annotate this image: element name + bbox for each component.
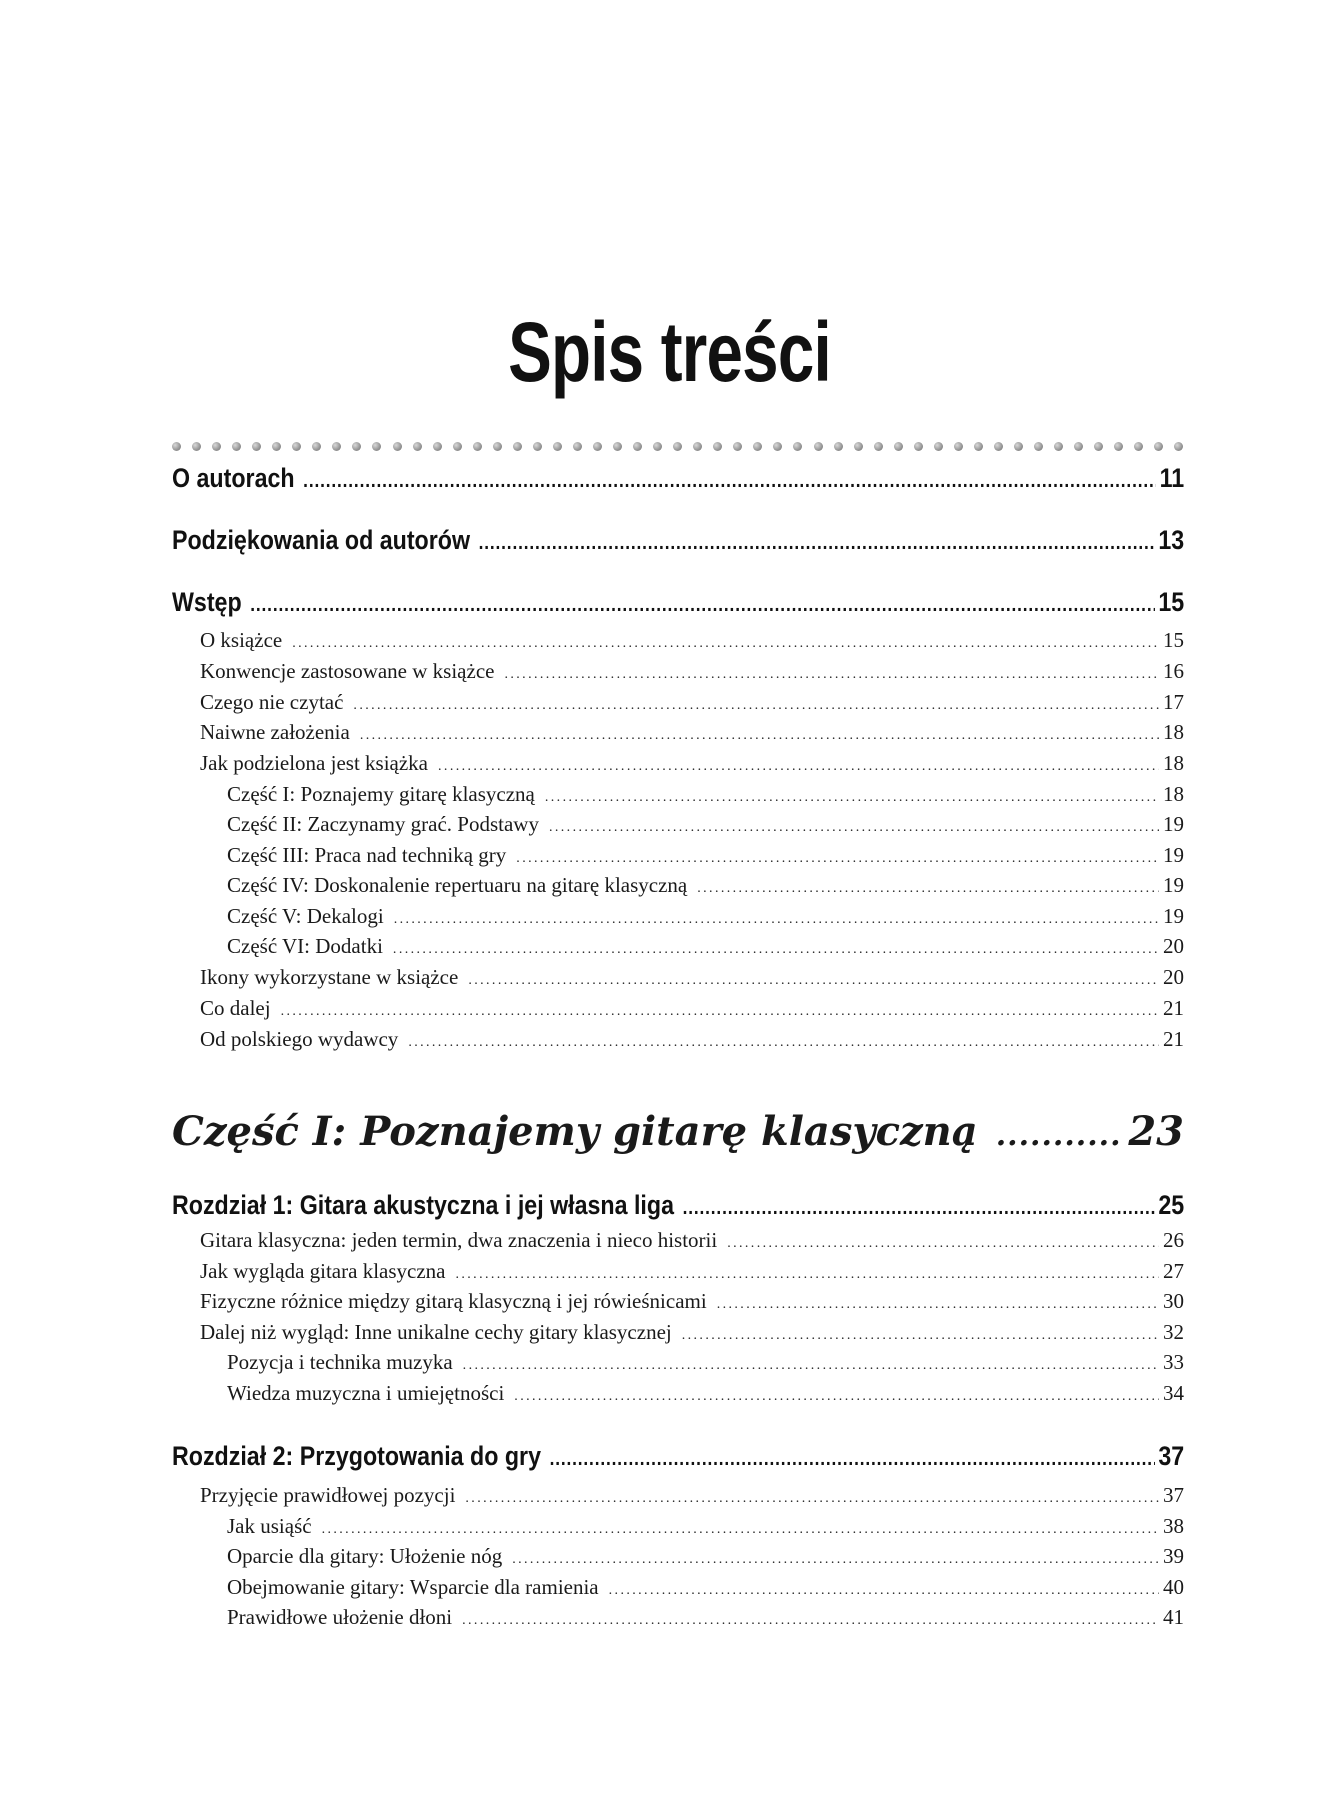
toc-page-number: 18 bbox=[1163, 782, 1184, 806]
divider-dot bbox=[252, 442, 261, 451]
toc-page-number: 41 bbox=[1163, 1605, 1184, 1629]
toc-page-number: 15 bbox=[1163, 628, 1184, 652]
dot-leader bbox=[465, 1491, 1159, 1507]
toc-page-number: 40 bbox=[1163, 1575, 1184, 1599]
toc-part-heading bbox=[172, 1108, 1184, 1155]
dot-leader bbox=[512, 1552, 1159, 1568]
toc-subsection-entry bbox=[227, 1381, 1184, 1406]
divider-dot bbox=[613, 442, 622, 451]
toc-entry-title: Rozdział 1: Gitara akustyczna i jej własna liga bbox=[172, 1190, 674, 1220]
toc-entry-title: Czego nie czytać bbox=[200, 690, 344, 714]
dot-leader bbox=[462, 1613, 1159, 1629]
divider-dot bbox=[1174, 442, 1183, 451]
toc-entry-title: Część VI: Dodatki bbox=[227, 934, 383, 958]
divider-dot bbox=[272, 442, 281, 451]
toc-section-entry bbox=[200, 720, 1184, 745]
toc-page-number: 18 bbox=[1163, 751, 1184, 775]
toc-chapter-entry bbox=[172, 525, 1184, 556]
dot-leader bbox=[996, 1118, 1121, 1153]
divider-dot bbox=[192, 442, 201, 451]
toc-subsection-entry bbox=[227, 1514, 1184, 1539]
divider-dot bbox=[954, 442, 963, 451]
toc-entry-title: Część V: Dekalogi bbox=[227, 904, 384, 928]
toc-subsection-entry bbox=[227, 1605, 1184, 1630]
divider-dot bbox=[332, 442, 341, 451]
toc-subsection-entry bbox=[227, 873, 1184, 898]
toc-entry-title: Jak usiąść bbox=[227, 1514, 312, 1538]
toc-page-number: 16 bbox=[1163, 659, 1184, 683]
divider-dot bbox=[312, 442, 321, 451]
toc-page-number: 39 bbox=[1163, 1544, 1184, 1568]
toc-chapter-entry bbox=[172, 1441, 1184, 1472]
dot-leader bbox=[360, 728, 1159, 744]
divider-dot bbox=[793, 442, 802, 451]
toc-entry-title: Pozycja i technika muzyka bbox=[227, 1350, 453, 1374]
toc-subsection-entry bbox=[227, 1350, 1184, 1375]
divider-dot bbox=[733, 442, 742, 451]
toc-section-entry bbox=[200, 690, 1184, 715]
toc-page-number: 37 bbox=[1158, 1441, 1185, 1471]
dot-leader bbox=[281, 1004, 1159, 1020]
dot-leader bbox=[550, 1448, 1155, 1471]
toc-subsection-entry bbox=[227, 843, 1184, 868]
divider-dot bbox=[393, 442, 402, 451]
toc-entry-title: O książce bbox=[200, 628, 283, 652]
toc-entry-title: Przyjęcie prawidłowej pozycji bbox=[200, 1483, 456, 1507]
toc-page-number: 23 bbox=[1128, 1108, 1184, 1155]
toc-entry-title: Część I: Poznajemy gitarę klasyczną bbox=[172, 1108, 978, 1155]
divider-dot bbox=[593, 442, 602, 451]
divider-dot bbox=[433, 442, 442, 451]
toc-entry-title: Dalej niż wygląd: Inne unikalne cechy gitary klasycznej bbox=[200, 1320, 672, 1344]
toc-entry-title: O autorach bbox=[172, 463, 295, 493]
toc-page-number: 19 bbox=[1163, 904, 1184, 928]
dot-leader bbox=[683, 1197, 1155, 1220]
toc-entry-title: Konwencje zastosowane w książce bbox=[200, 659, 495, 683]
toc-entry-title: Część I: Poznajemy gitarę klasyczną bbox=[227, 782, 535, 806]
divider-dot bbox=[994, 442, 1003, 451]
toc-section-entry bbox=[200, 1320, 1184, 1345]
divider-dot bbox=[232, 442, 241, 451]
divider-dot bbox=[834, 442, 843, 451]
toc-page-number: 19 bbox=[1163, 873, 1184, 897]
divider-dot bbox=[1134, 442, 1143, 451]
dot-leader bbox=[504, 667, 1159, 683]
toc-entry-title: Oparcie dla gitary: Ułożenie nóg bbox=[227, 1544, 503, 1568]
toc-page-number: 19 bbox=[1163, 812, 1184, 836]
dot-leader bbox=[717, 1297, 1159, 1313]
toc-subsection-entry bbox=[227, 1544, 1184, 1569]
toc-page-number: 18 bbox=[1163, 720, 1184, 744]
toc-entry-title: Wstęp bbox=[172, 587, 242, 617]
divider-dot bbox=[453, 442, 462, 451]
dot-leader bbox=[408, 1035, 1159, 1051]
decorative-dot-divider bbox=[172, 440, 1184, 452]
toc-entry-title: Jak wygląda gitara klasyczna bbox=[200, 1259, 446, 1283]
dot-leader bbox=[697, 881, 1159, 897]
dot-leader bbox=[682, 1328, 1159, 1344]
dot-leader bbox=[292, 636, 1159, 652]
toc-entry-title: Obejmowanie gitary: Wsparcie dla ramienia bbox=[227, 1575, 599, 1599]
toc-subsection-entry bbox=[227, 1575, 1184, 1600]
divider-dot bbox=[894, 442, 903, 451]
divider-dot bbox=[633, 442, 642, 451]
toc-entry-title: Naiwne założenia bbox=[200, 720, 350, 744]
divider-dot bbox=[553, 442, 562, 451]
divider-dot bbox=[513, 442, 522, 451]
dot-leader bbox=[455, 1267, 1159, 1283]
toc-entry-title: Podziękowania od autorów bbox=[172, 525, 471, 555]
dot-leader bbox=[394, 912, 1159, 928]
toc-entry-title: Rozdział 2: Przygotowania do gry bbox=[172, 1441, 541, 1471]
divider-dot bbox=[292, 442, 301, 451]
dot-leader bbox=[479, 532, 1155, 555]
dot-leader bbox=[549, 820, 1159, 836]
toc-page-number: 15 bbox=[1158, 587, 1185, 617]
toc-subsection-entry bbox=[227, 782, 1184, 807]
toc-page-number: 25 bbox=[1158, 1190, 1185, 1220]
divider-dot bbox=[653, 442, 662, 451]
page-title: Spis treści bbox=[508, 305, 831, 399]
toc-entry-title: Fizyczne różnice między gitarą klasyczną i jej rówieśnicami bbox=[200, 1289, 707, 1313]
divider-dot bbox=[533, 442, 542, 451]
divider-dot bbox=[814, 442, 823, 451]
toc-entry-title: Prawidłowe ułożenie dłoni bbox=[227, 1605, 453, 1629]
divider-dot bbox=[1094, 442, 1103, 451]
toc-section-entry bbox=[200, 965, 1184, 990]
toc-entry-title: Co dalej bbox=[200, 996, 271, 1020]
toc-entry-title: Część II: Zaczynamy grać. Podstawy bbox=[227, 812, 539, 836]
toc-page-number: 38 bbox=[1163, 1514, 1184, 1538]
toc-section-entry bbox=[200, 1289, 1184, 1314]
toc-page-number: 33 bbox=[1163, 1350, 1184, 1374]
dot-leader bbox=[393, 942, 1159, 958]
dot-leader bbox=[353, 698, 1159, 714]
dot-leader bbox=[468, 973, 1159, 989]
divider-dot bbox=[1054, 442, 1063, 451]
toc-page-number: 21 bbox=[1163, 1027, 1184, 1051]
toc-page-number: 11 bbox=[1159, 463, 1185, 493]
divider-dot bbox=[874, 442, 883, 451]
dot-leader bbox=[727, 1236, 1159, 1252]
toc-section-entry bbox=[200, 1259, 1184, 1284]
divider-dot bbox=[1034, 442, 1043, 451]
toc-page-number: 17 bbox=[1163, 690, 1184, 714]
divider-dot bbox=[413, 442, 422, 451]
divider-dot bbox=[753, 442, 762, 451]
toc-page-number: 13 bbox=[1158, 525, 1185, 555]
dot-leader bbox=[463, 1358, 1159, 1374]
divider-dot bbox=[713, 442, 722, 451]
toc-section-entry bbox=[200, 1228, 1184, 1253]
toc-subsection-entry bbox=[227, 904, 1184, 929]
divider-dot bbox=[673, 442, 682, 451]
dot-leader bbox=[545, 790, 1159, 806]
divider-dot bbox=[212, 442, 221, 451]
divider-dot bbox=[1154, 442, 1163, 451]
toc-page-number: 20 bbox=[1163, 965, 1184, 989]
toc-page-number: 26 bbox=[1163, 1228, 1184, 1252]
toc-subsection-entry bbox=[227, 812, 1184, 837]
toc-page-number: 21 bbox=[1163, 996, 1184, 1020]
toc-section-entry bbox=[200, 996, 1184, 1021]
divider-dot bbox=[1014, 442, 1023, 451]
divider-dot bbox=[773, 442, 782, 451]
toc-entry-title: Część IV: Doskonalenie repertuaru na gitarę klasyczną bbox=[227, 873, 688, 897]
divider-dot bbox=[934, 442, 943, 451]
divider-dot bbox=[493, 442, 502, 451]
divider-dot bbox=[1114, 442, 1123, 451]
toc-subsection-entry bbox=[227, 934, 1184, 959]
toc-section-entry bbox=[200, 1483, 1184, 1508]
toc-section-entry bbox=[200, 1027, 1184, 1052]
toc-page-number: 37 bbox=[1163, 1483, 1184, 1507]
divider-dot bbox=[854, 442, 863, 451]
divider-dot bbox=[172, 442, 181, 451]
dot-leader bbox=[250, 594, 1155, 617]
toc-page-number: 32 bbox=[1163, 1320, 1184, 1344]
toc-entry-title: Gitara klasyczna: jeden termin, dwa znaczenia i nieco historii bbox=[200, 1228, 718, 1252]
toc-chapter-entry bbox=[172, 463, 1184, 494]
divider-dot bbox=[473, 442, 482, 451]
toc-entry-title: Od polskiego wydawcy bbox=[200, 1027, 399, 1051]
divider-dot bbox=[372, 442, 381, 451]
toc-page-number: 27 bbox=[1163, 1259, 1184, 1283]
dot-leader bbox=[609, 1583, 1159, 1599]
dot-leader bbox=[322, 1522, 1159, 1538]
dot-leader bbox=[514, 1389, 1159, 1405]
toc-entry-title: Wiedza muzyczna i umiejętności bbox=[227, 1381, 505, 1405]
toc-entry-title: Ikony wykorzystane w książce bbox=[200, 965, 459, 989]
toc-section-entry bbox=[200, 659, 1184, 684]
divider-dot bbox=[352, 442, 361, 451]
dot-leader bbox=[438, 759, 1159, 775]
toc-chapter-entry bbox=[172, 1190, 1184, 1221]
toc-section-entry bbox=[200, 751, 1184, 776]
divider-dot bbox=[1074, 442, 1083, 451]
toc-section-entry bbox=[200, 628, 1184, 653]
toc-entry-title: Jak podzielona jest książka bbox=[200, 751, 429, 775]
divider-dot bbox=[914, 442, 923, 451]
toc-page-number: 30 bbox=[1163, 1289, 1184, 1313]
dot-leader bbox=[516, 851, 1159, 867]
toc-chapter-entry bbox=[172, 587, 1184, 618]
toc-page-number: 20 bbox=[1163, 934, 1184, 958]
dot-leader bbox=[303, 470, 1156, 493]
divider-dot bbox=[573, 442, 582, 451]
divider-dot bbox=[974, 442, 983, 451]
toc-entry-title: Część III: Praca nad techniką gry bbox=[227, 843, 507, 867]
divider-dot bbox=[693, 442, 702, 451]
toc-page-number: 34 bbox=[1163, 1381, 1184, 1405]
toc-page-number: 19 bbox=[1163, 843, 1184, 867]
